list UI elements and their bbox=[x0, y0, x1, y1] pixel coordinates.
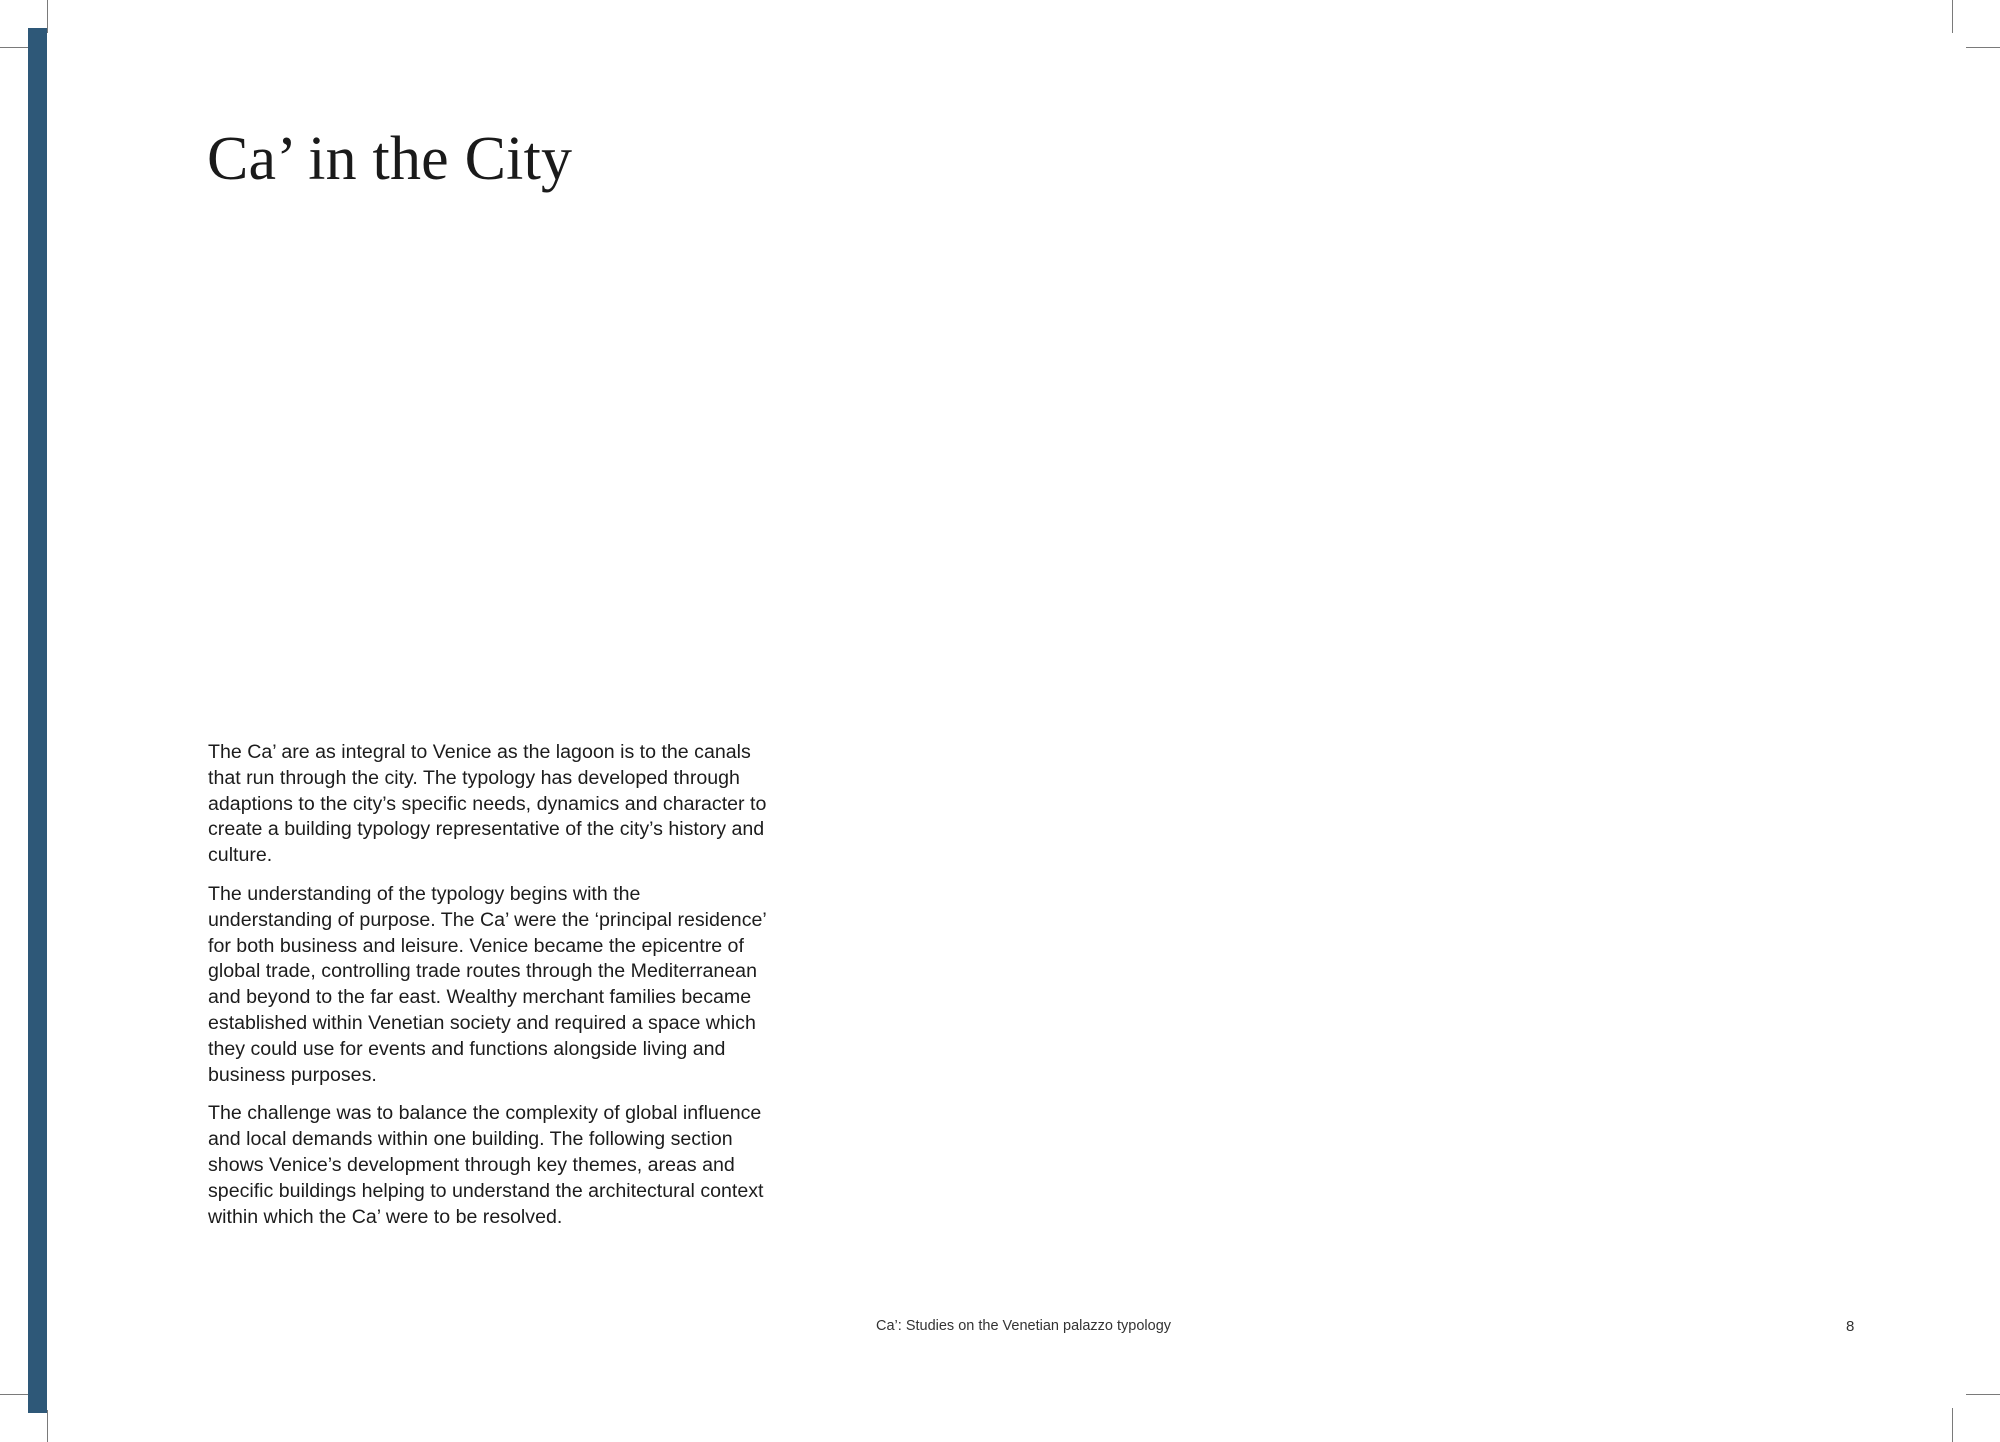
body-text bbox=[208, 740, 768, 1243]
footer-publication-title: Ca’: Studies on the Venetian palazzo typology bbox=[876, 1318, 1172, 1334]
page-number: 8 bbox=[1846, 1318, 1855, 1335]
paragraph: The challenge was to balance the complexity of global influence and local demands within one building. The following section shows Venice’s development through key themes, areas and specific buildings helping to understand the architectural context within which the Ca’ were to be resolved. bbox=[208, 1102, 764, 1228]
crop-mark-bottom-right-vertical bbox=[1952, 1408, 1953, 1442]
crop-mark-top-left-horizontal bbox=[0, 47, 28, 48]
crop-mark-bottom-left-horizontal bbox=[0, 1394, 28, 1395]
crop-mark-top-left-vertical bbox=[47, 0, 48, 33]
paragraph: The understanding of the typology begins with the understanding of purpose. The Ca’ were the ‘principal residence’ for both business and leisure. Venice became the epicentre of global trade, controlling trade routes through the Mediterranean and beyond to the far east. Wealthy merchant families became established within Venetian society and required a space which they could use for events and functions alongside living and business purposes. bbox=[208, 882, 767, 1086]
crop-mark-top-right-horizontal bbox=[1966, 47, 2000, 48]
accent-bar bbox=[28, 28, 47, 1413]
crop-mark-top-right-vertical bbox=[1952, 0, 1953, 33]
paragraph: The Ca’ are as integral to Venice as the lagoon is to the canals that run through the city. The typology has developed through adaptions to the city’s specific needs, dynamics and character to create a building typology representative of the city’s history and culture. bbox=[208, 741, 767, 867]
crop-mark-bottom-left-vertical bbox=[47, 1410, 48, 1442]
page-title: Ca’ in the City bbox=[207, 125, 573, 193]
crop-mark-bottom-right-horizontal bbox=[1966, 1394, 2000, 1395]
